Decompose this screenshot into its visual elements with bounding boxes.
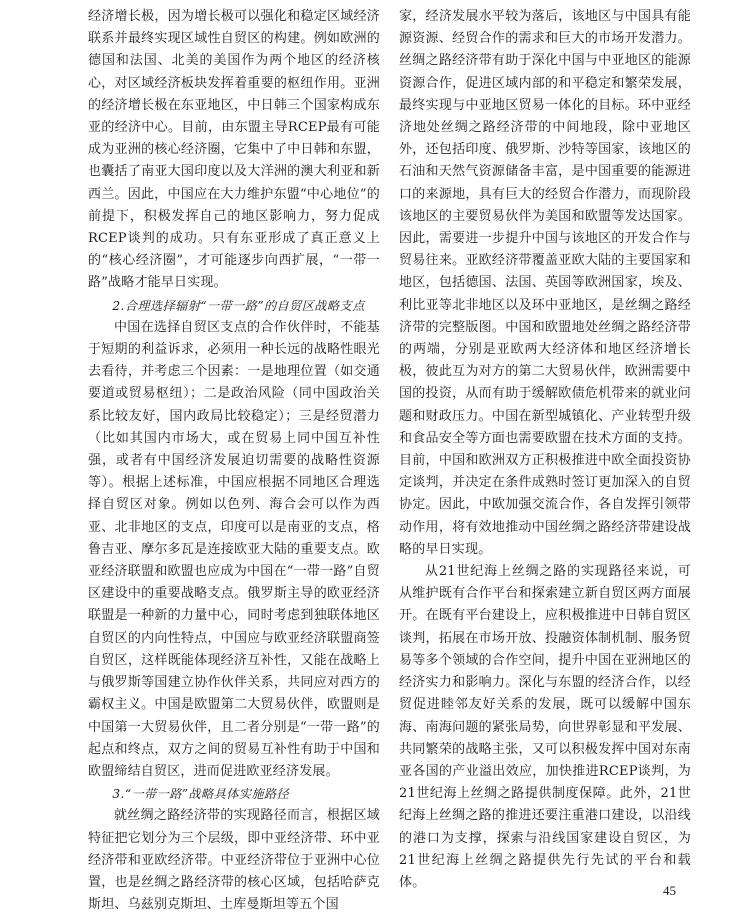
body-paragraph: 中国在选择自贸区支点的合作伙伴时，不能基于短期的利益诉求，必须用一种长远的战略性眼光去看待，并考虑三个因素：一是地理位置（如交通要道或贸易枢纽）；二是政治风险（同中国政治关系比较友好，国内政局比较稳定）；三是经贸潜力（比如其国内市场大，或在贸易上同中国互补性强，或者有中国经济发展迫切需要的战略性资源等）。根据上述标准，中国应根据不同地区合理选择自贸区对象。例如以色列、海合会可以作为西亚、北非地区的支点，印度可以是南亚的支点，格鲁吉亚、摩尔多瓦是连接欧亚大陆的重要支点。欧亚经济联盟和欧盟也应成为中国在“一带一路”自贸区建设中的重要战略支点。俄罗斯主导的欧亚经济联盟是一种新的力量中心，同时考虑到独联体地区自贸区的内向性特点，中国应与欧亚经济联盟商签自贸区，这样既能体现经济互补性，又能在战略上与俄罗斯等国建立协作伙伴关系，共同应对西方的霸权主义。中国是欧盟第二大贸易伙伴，欧盟则是中国第一大贸易伙伴，且二者分别是“一带一路”的起点和终点，双方之间的贸易互补性有助于中国和欧盟缔结自贸区，进而促进欧亚经济发展。 bbox=[88, 319, 380, 779]
section-subheading: 2.合理选择辐射“一带一路”的自贸区战略支点 bbox=[112, 298, 365, 313]
left-column bbox=[88, 6, 380, 916]
page-number: 45 bbox=[663, 883, 676, 898]
body-paragraph: 就丝绸之路经济带的实现路径而言，根据区域特征把它划分为三个层级，即中亚经济带、环中亚经济带和亚欧经济带。中亚经济带位于亚洲中心位置，也是丝绸之路经济带的核心区域，包括哈萨克斯坦、乌兹别克斯坦、土库曼斯坦等五个国 bbox=[88, 808, 380, 913]
section-subheading: 3.“一带一路”战略具体实施路径 bbox=[112, 787, 290, 802]
body-paragraph: 家，经济发展水平较为落后，该地区与中国具有能源资源、经贸合作的需求和巨大的市场开发潜力。丝绸之路经济带有助于深化中国与中亚地区的能源资源合作，促进区域内部的和平稳定和繁荣发展，最终实现与中亚地区贸易一体化的目标。环中亚经济地处丝绸之路经济带的中间地段，除中亚地区外，还包括印度、俄罗斯、沙特等国家，该地区的石油和天然气资源储备丰富，是中国重要的能源进口的来源地，具有巨大的经贸合作潜力，而现阶段该地区的主要贸易伙伴为美国和欧盟等发达国家。因此，需要进一步提升中国与该地区的开发合作与贸易往来。亚欧经济带覆盖亚欧大陆的主要国家和地区，包括德国、法国、英国等欧洲国家，埃及、利比亚等北非地区以及环中亚地区，是丝绸之路经济带的完整版图。中国和欧盟地处丝绸之路经济带的两端，分别是亚欧两大经济体和地区经济增长极，彼此互为对方的第二大贸易伙伴，欧洲需要中国的投资，从而有助于缓解欧债危机带来的就业问题和财政压力。中国在新型城镇化、产业转型升级和食品安全等方面也需要欧盟在技术方面的支持。目前，中国和欧洲双方正积极推进中欧全面投资协定谈判，并决定在条件成熟时签订更加深入的自贸协定。因此，中欧加强交流合作，各自发挥引领带动作用，将有效地推动中国丝绸之路经济带建设战略的早日实现。 bbox=[399, 9, 691, 557]
right-column bbox=[399, 6, 691, 894]
body-paragraph: 从21世纪海上丝绸之路的实现路径来说，可从维护既有合作平台和探索建立新自贸区两方面展开。在既有平台建设上，应积极推进中日韩自贸区谈判，拓展在市场开放、投融资体制机制、服务贸易等多个领域的合作空间，提升中国在亚洲地区的经济实力和影响力。深化与东盟的经济合作，以经贸促进睦邻友好关系的发展，既可以缓解中国东海、南海问题的紧张局势，向世界彰显和平发展、共同繁荣的战略主张，又可以积极发挥中国对东南亚各国的产业溢出效应，加快推进RCEP谈判，为21世纪海上丝绸之路提供制度保障。此外，21世纪海上丝绸之路的推进还要注重港口建设，以沿线的港口为支撑，探索与沿线国家建设自贸区，为21世纪海上丝绸之路提供先行先试的平台和载体。 bbox=[399, 564, 691, 890]
body-paragraph: 经济增长极，因为增长极可以强化和稳定区域经济联系并最终实现区域性自贸区的构建。例如欧洲的德国和法国、北美的美国作为两个地区的经济核心，对区域经济板块发挥着重要的枢纽作用。亚洲的经济增长极在东亚地区，中日韩三个国家构成东亚的经济中心。目前，由东盟主导RCEP最有可能成为亚洲的核心经济圈，它集中了中日韩和东盟，也囊括了南亚大国印度以及大洋洲的澳大利亚和新西兰。因此，中国应在大力维护东盟“中心地位”的前提下，积极发挥自己的地区影响力，努力促成RCEP谈判的成功。只有东亚形成了真正意义上的“核心经济圈”，才可能逐步向西扩展，“一带一路”战略才能早日实现。 bbox=[88, 9, 380, 291]
